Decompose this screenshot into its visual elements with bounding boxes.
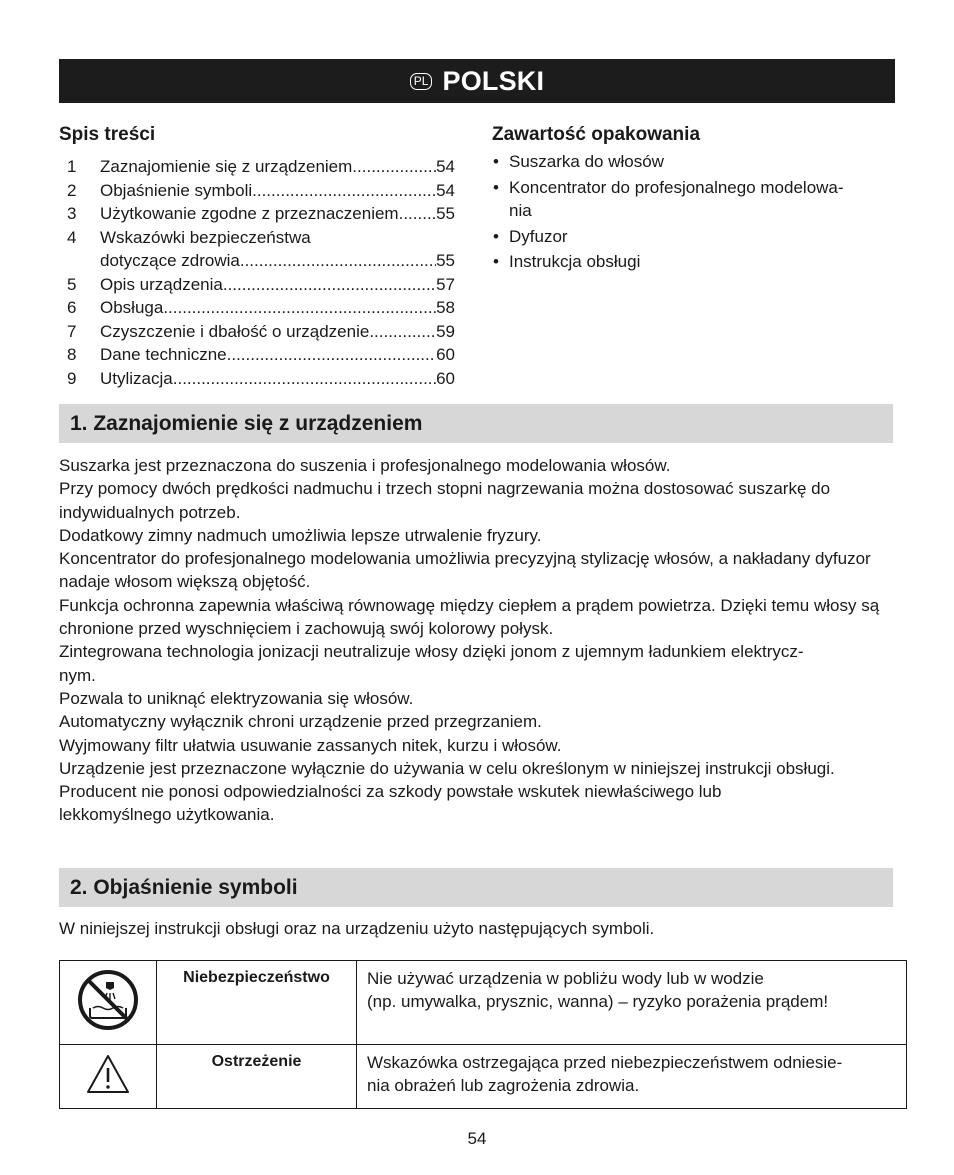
symbols-table bbox=[59, 960, 907, 1109]
no-water-icon bbox=[76, 968, 140, 1032]
toc-item-continued[interactable] bbox=[59, 249, 455, 273]
toc-item-page: 57 bbox=[436, 274, 455, 294]
table-row bbox=[60, 961, 907, 1045]
toc-item-title: Objaśnienie symboli bbox=[100, 180, 253, 200]
toc-item-title: Zaznajomienie się z urządzeniem bbox=[100, 157, 353, 176]
symbol-description: Nie używać urządzenia w pobliżu wody lub w wodzie (np. umywalka, prysznic, wanna) – ryzyko porażenia prądem! bbox=[357, 961, 907, 1045]
table-of-contents bbox=[59, 155, 455, 390]
list-item: • Instrukcja obsługi bbox=[492, 250, 892, 274]
toc-item-number: 6 bbox=[67, 298, 77, 317]
language-code-badge: PL bbox=[410, 73, 433, 90]
section-1-body bbox=[59, 454, 899, 827]
toc-leader-dots bbox=[352, 155, 436, 179]
toc-item-number: 1 bbox=[67, 157, 77, 176]
toc-item[interactable] bbox=[59, 320, 455, 344]
paragraph: Producent nie ponosi odpowiedzialności za szkody powstałe wskutek niewłaściwego lub lekkomyślnego użytkowania. bbox=[59, 782, 722, 825]
paragraph: Koncentrator do profesjonalnego modelowania umożliwia precyzyjną stylizację włosów, a nakładany dyfuzor nadaje włosom większą objętość. bbox=[59, 549, 871, 592]
toc-leader-dots bbox=[173, 367, 436, 391]
toc-leader-dots bbox=[227, 343, 436, 367]
symbol-icon-cell bbox=[60, 1045, 157, 1109]
toc-item-page: 54 bbox=[436, 180, 455, 200]
toc-item-number: 5 bbox=[67, 274, 77, 294]
paragraph: Wyjmowany filtr ułatwia usuwanie zassanych nitek, kurzu i włosów. bbox=[59, 735, 562, 755]
symbol-name: Niebezpieczeństwo bbox=[157, 961, 357, 1045]
toc-item-title: Opis urządzenia bbox=[100, 274, 223, 294]
language-header bbox=[59, 59, 895, 103]
page-number: 54 bbox=[467, 1129, 487, 1148]
toc-leader-dots bbox=[240, 249, 436, 273]
toc-item-title: Wskazówki bezpieczeństwa bbox=[100, 227, 311, 247]
toc-leader-dots bbox=[223, 273, 436, 297]
paragraph: Suszarka jest przeznaczona do suszenia i profesjonalnego modelowania włosów. bbox=[59, 456, 671, 475]
list-item: • Dyfuzor bbox=[492, 225, 892, 249]
toc-item-title: Obsługa bbox=[100, 298, 164, 317]
symbol-name: Ostrzeżenie bbox=[157, 1045, 357, 1109]
section-2-intro: W niniejszej instrukcji obsługi oraz na urządzeniu użyto następujących symboli. bbox=[59, 919, 655, 938]
toc-leader-dots bbox=[252, 179, 436, 203]
toc-item-title: Użytkowanie zgodne z przeznaczeniem bbox=[100, 204, 399, 223]
toc-item-title: Czyszczenie i dbałość o urządzenie bbox=[100, 321, 370, 341]
toc-item-title: dotyczące zdrowia bbox=[100, 251, 240, 270]
toc-item-number: 7 bbox=[67, 321, 77, 341]
toc-leader-dots bbox=[163, 296, 436, 320]
toc-item[interactable] bbox=[59, 179, 455, 203]
symbol-icon-cell bbox=[60, 961, 157, 1045]
toc-item-number: 4 bbox=[67, 227, 77, 247]
paragraph: Automatyczny wyłącznik chroni urządzenie przed przegrzaniem. bbox=[59, 712, 542, 732]
toc-item[interactable] bbox=[59, 155, 455, 179]
toc-item-page: 60 bbox=[436, 345, 455, 364]
toc-leader-dots bbox=[399, 202, 436, 226]
toc-item-number: 3 bbox=[67, 204, 77, 223]
table-row bbox=[60, 1045, 907, 1109]
toc-item-number: 2 bbox=[67, 180, 77, 200]
paragraph: Urządzenie jest przeznaczone wyłącznie do używania w celu określonym w niniejszej instrukcji obsługi. bbox=[59, 758, 835, 778]
list-item: • Koncentrator do profesjonalnego modelowa- nia bbox=[492, 176, 892, 223]
section-heading-2: 2. Objaśnienie symboli bbox=[59, 868, 893, 907]
toc-item[interactable] bbox=[59, 343, 455, 367]
toc-item[interactable] bbox=[59, 226, 455, 250]
warning-triangle-icon bbox=[85, 1053, 131, 1095]
symbol-description: Wskazówka ostrzegająca przed niebezpieczeństwem odniesie- nia obrażeń lub zagrożenia zdrowia. bbox=[357, 1045, 907, 1109]
toc-item-number: 9 bbox=[67, 368, 77, 388]
paragraph: Przy pomocy dwóch prędkości nadmuchu i trzech stopni nagrzewania można dostosować suszarkę do indywidualnych potrzeb. bbox=[59, 479, 831, 522]
toc-item[interactable] bbox=[59, 296, 455, 320]
contents-heading: Zawartość opakowania bbox=[492, 124, 701, 145]
toc-item-number: 8 bbox=[67, 345, 77, 364]
paragraph: Zintegrowana technologia jonizacji neutralizuje włosy dzięki jonom z ujemnym ładunkiem elektrycz- nym. bbox=[59, 642, 804, 685]
paragraph: Funkcja ochronna zapewnia właściwą równowagę między ciepłem a prądem powietrza. Dzięki temu włosy są chronione przed wyschnięciem i zachowują swój kolorowy połysk. bbox=[59, 595, 880, 639]
toc-leader-dots bbox=[369, 320, 436, 344]
toc-item-page: 55 bbox=[436, 251, 455, 270]
toc-item-page: 54 bbox=[436, 157, 455, 176]
toc-item-title: Dane techniczne bbox=[100, 345, 227, 364]
toc-item-title: Utylizacja bbox=[100, 368, 173, 388]
package-contents-list bbox=[492, 150, 892, 276]
section-heading-1: 1. Zaznajomienie się z urządzeniem bbox=[59, 404, 893, 443]
toc-item-page: 59 bbox=[436, 321, 455, 341]
toc-item-page: 58 bbox=[436, 298, 455, 317]
toc-item[interactable] bbox=[59, 202, 455, 226]
language-title: POLSKI bbox=[442, 65, 545, 96]
toc-item-page: 55 bbox=[436, 204, 455, 223]
list-item: • Suszarka do włosów bbox=[492, 150, 892, 174]
paragraph: Dodatkowy zimny nadmuch umożliwia lepsze utrwalenie fryzury. bbox=[59, 525, 542, 545]
paragraph: Pozwala to uniknąć elektryzowania się włosów. bbox=[59, 688, 414, 708]
toc-item[interactable] bbox=[59, 367, 455, 391]
toc-item-page: 60 bbox=[436, 368, 455, 388]
toc-item[interactable] bbox=[59, 273, 455, 297]
toc-heading: Spis treści bbox=[59, 124, 156, 145]
